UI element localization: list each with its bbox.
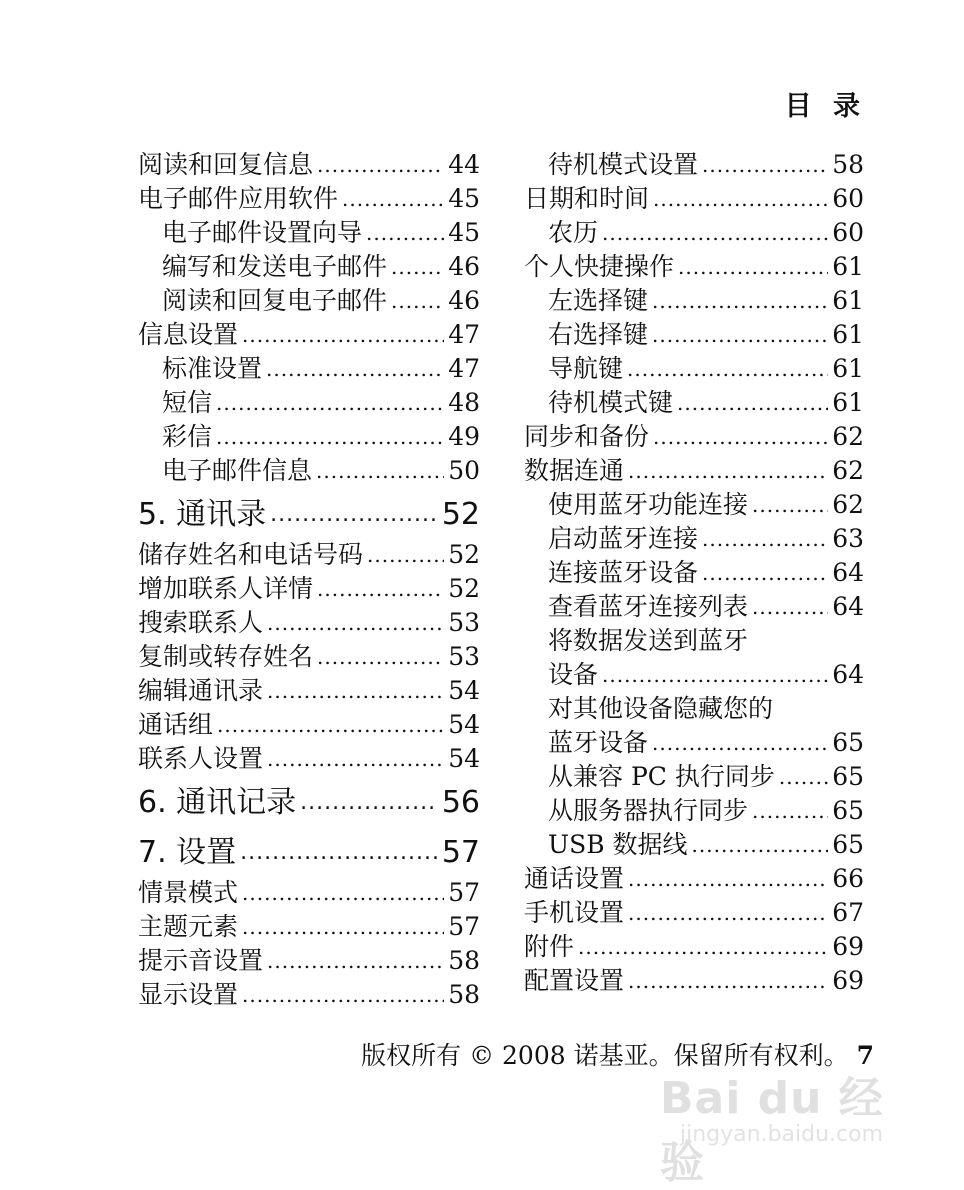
toc-leader-dots (267, 944, 444, 978)
toc-leader-dots (367, 538, 444, 572)
toc-chapter-entry[interactable] (138, 780, 480, 826)
toc-entry-label: 7. 设置 (138, 835, 237, 870)
toc-entry-label: 蓝牙设备 (548, 728, 649, 757)
toc-entry-label: 待机模式设置 (548, 150, 699, 179)
toc-entry[interactable] (138, 538, 480, 572)
toc-entry-label: 信息设置 (138, 320, 239, 349)
toc-entry-page: 54 (448, 676, 480, 705)
toc-entry-page: 44 (448, 150, 480, 179)
toc-leader-dots (317, 572, 444, 606)
toc-entry-page: 57 (448, 878, 480, 907)
toc-entry[interactable] (138, 318, 480, 352)
toc-entry[interactable] (524, 862, 864, 896)
toc-entry-page: 61 (832, 286, 864, 315)
toc-entry-page: 65 (832, 796, 864, 825)
toc-entry-label: 数据连通 (524, 456, 625, 485)
toc-entry-label: 同步和备份 (524, 422, 650, 451)
toc-entry[interactable] (138, 352, 480, 386)
toc-leader-dots (316, 454, 444, 488)
toc-leader-dots (391, 284, 444, 318)
toc-entry-label: 通话组 (138, 710, 214, 739)
toc-entry-page: 47 (448, 320, 480, 349)
toc-leader-dots (653, 420, 828, 454)
toc-entry-page: 58 (448, 980, 480, 1009)
toc-entry[interactable] (524, 930, 864, 964)
watermark-logo: Bai du 经验 (660, 1073, 884, 1188)
toc-entry-page: 62 (832, 422, 864, 451)
toc-entry[interactable] (524, 488, 864, 522)
toc-leader-dots (267, 742, 444, 776)
watermark-url: jingyan.baidu.com (680, 1122, 884, 1147)
toc-entry-page: 57 (448, 912, 480, 941)
toc-leader-dots (752, 590, 828, 624)
toc-entry-page: 65 (832, 830, 864, 859)
page-number: 7 (856, 1041, 874, 1070)
toc-leader-dots (779, 760, 828, 794)
toc-entry[interactable] (138, 606, 480, 640)
toc-entry[interactable] (524, 182, 864, 216)
toc-leader-dots (242, 910, 444, 944)
toc-entry-label: 电子邮件应用软件 (138, 184, 339, 213)
toc-leader-dots (578, 930, 828, 964)
toc-entry[interactable] (524, 216, 864, 250)
toc-entry[interactable] (524, 964, 864, 998)
toc-leader-dots (391, 250, 444, 284)
toc-leader-dots (317, 148, 444, 182)
toc-leader-dots (702, 522, 828, 556)
toc-entry[interactable] (138, 386, 480, 420)
toc-entry[interactable] (524, 896, 864, 930)
toc-entry[interactable] (138, 910, 480, 944)
copyright-text: 版权所有 © 2008 诺基亚。保留所有权利。 (361, 1041, 849, 1070)
toc-entry-label: 提示音设置 (138, 946, 264, 975)
toc-entry-label: 电子邮件设置向导 (162, 218, 363, 247)
toc-entry-label: 配置设置 (524, 966, 625, 995)
toc-entry-page: 67 (832, 898, 864, 927)
toc-entry[interactable] (524, 148, 864, 182)
toc-leader-dots (267, 674, 444, 708)
toc-leader-dots (266, 352, 444, 386)
toc-entry-label: 编辑通讯录 (138, 676, 264, 705)
toc-entry[interactable] (138, 284, 480, 318)
toc-leader-dots (602, 658, 828, 692)
toc-entry-page: 61 (832, 388, 864, 417)
toc-leader-dots (628, 454, 828, 488)
toc-entry-label: 增加联系人详情 (138, 574, 314, 603)
toc-leader-dots (270, 492, 438, 538)
toc-entry[interactable] (524, 658, 864, 692)
toc-leader-dots (652, 726, 828, 760)
toc-entry-page: 53 (448, 608, 480, 637)
toc-entry-page: 46 (448, 252, 480, 281)
toc-leader-dots (692, 828, 829, 862)
toc-leader-dots (678, 250, 828, 284)
toc-entry[interactable] (138, 876, 480, 910)
toc-entry[interactable] (138, 250, 480, 284)
toc-entry[interactable] (524, 454, 864, 488)
toc-entry[interactable] (138, 148, 480, 182)
toc-entry[interactable] (138, 420, 480, 454)
toc-entry-page: 64 (832, 592, 864, 621)
toc-entry-page: 61 (832, 320, 864, 349)
toc-entry-label: 阅读和回复电子邮件 (162, 286, 388, 315)
toc-left-column (138, 148, 480, 1012)
toc-entry-label: 联系人设置 (138, 744, 264, 773)
toc-leader-dots (652, 284, 828, 318)
toc-entry-label: 设备 (548, 660, 599, 689)
toc-entry[interactable] (524, 590, 864, 624)
toc-entry[interactable] (138, 572, 480, 606)
toc-entry-page: 69 (832, 966, 864, 995)
toc-entry[interactable] (524, 522, 864, 556)
toc-entry-label: 启动蓝牙连接 (548, 524, 699, 553)
toc-leader-dots (702, 148, 828, 182)
toc-entry-label: 右选择键 (548, 320, 649, 349)
toc-entry-label: 6. 通讯记录 (138, 785, 297, 820)
toc-entry-label: 电子邮件信息 (162, 456, 313, 485)
toc-entry-label: 彩信 (162, 422, 213, 451)
toc-entry-page: 63 (832, 524, 864, 553)
toc-entry-page: 53 (448, 642, 480, 671)
toc-leader-dots (366, 216, 444, 250)
toc-entry[interactable] (138, 216, 480, 250)
toc-entry-page: 58 (448, 946, 480, 975)
toc-leader-dots (628, 964, 828, 998)
toc-leader-dots (752, 794, 828, 828)
toc-leader-dots (267, 606, 444, 640)
toc-entry-label: 查看蓝牙连接列表 (548, 592, 749, 621)
toc-entry[interactable] (524, 352, 864, 386)
toc-entry-page: 58 (832, 150, 864, 179)
toc-entry[interactable] (524, 284, 864, 318)
toc-entry-page: 65 (832, 728, 864, 757)
toc-entry-page: 54 (448, 710, 480, 739)
toc-entry-page: 69 (832, 932, 864, 961)
toc-entry-page: 64 (832, 558, 864, 587)
toc-entry-label: 个人快捷操作 (524, 252, 675, 281)
toc-entry-label: 使用蓝牙功能连接 (548, 490, 749, 519)
toc-entry-page: 52 (448, 540, 480, 569)
toc-entry-label: 对其他设备隐藏您的 (548, 694, 774, 723)
toc-entry-label: 农历 (548, 218, 599, 247)
toc-leader-dots (242, 978, 444, 1012)
toc-entry[interactable] (138, 640, 480, 674)
toc-entry-page: 50 (448, 456, 480, 485)
toc-entry-page: 57 (441, 835, 480, 870)
toc-entry[interactable] (524, 726, 864, 760)
toc-entry-label: 标准设置 (162, 354, 263, 383)
toc-entry[interactable] (524, 318, 864, 352)
toc-entry-label: 从服务器执行同步 (548, 796, 749, 825)
toc-entry-label: 复制或转存姓名 (138, 642, 314, 671)
toc-leader-dots (702, 556, 828, 590)
toc-entry[interactable] (524, 624, 864, 658)
toc-entry-label: 储存姓名和电话号码 (138, 540, 364, 569)
toc-leader-dots (216, 386, 444, 420)
toc-entry[interactable] (138, 454, 480, 488)
toc-leader-dots (217, 708, 444, 742)
toc-entry-label: 显示设置 (138, 980, 239, 1009)
toc-leader-dots (628, 862, 828, 896)
toc-entry-page: 60 (832, 218, 864, 247)
toc-chapter-entry[interactable] (138, 830, 480, 876)
toc-leader-dots (317, 640, 444, 674)
toc-entry-page: 54 (448, 744, 480, 773)
toc-entry-label: 从兼容 PC 执行同步 (548, 762, 775, 791)
toc-entry-page: 64 (832, 660, 864, 689)
toc-leader-dots (677, 386, 828, 420)
toc-entry[interactable] (138, 978, 480, 1012)
toc-entry[interactable] (138, 182, 480, 216)
toc-entry-page: 45 (448, 218, 480, 247)
toc-entry-page: 45 (448, 184, 480, 213)
toc-entry[interactable] (524, 760, 864, 794)
toc-leader-dots (602, 216, 828, 250)
toc-leader-dots (242, 876, 444, 910)
toc-entry-label: 日期和时间 (524, 184, 650, 213)
toc-leader-dots (342, 182, 444, 216)
toc-entry-label: 附件 (524, 932, 575, 961)
toc-leader-dots (752, 488, 828, 522)
toc-entry-page: 52 (441, 497, 480, 532)
toc-entry-label: 阅读和回复信息 (138, 150, 314, 179)
toc-leader-dots (216, 420, 444, 454)
toc-entry-page: 61 (832, 252, 864, 281)
toc-entry-label: 情景模式 (138, 878, 239, 907)
baidu-watermark (660, 1062, 900, 1188)
toc-entry[interactable] (524, 828, 864, 862)
toc-leader-dots (242, 318, 444, 352)
toc-entry-page: 62 (832, 456, 864, 485)
toc-entry-label: USB 数据线 (548, 830, 688, 859)
toc-entry[interactable] (138, 674, 480, 708)
toc-chapter-entry[interactable] (138, 492, 480, 538)
toc-entry-page: 66 (832, 864, 864, 893)
toc-entry-page: 48 (448, 388, 480, 417)
toc-entry-label: 通话设置 (524, 864, 625, 893)
toc-entry-label: 短信 (162, 388, 213, 417)
toc-entry-label: 手机设置 (524, 898, 625, 927)
page-header-title: 目 录 (784, 91, 866, 122)
toc-entry[interactable] (524, 386, 864, 420)
toc-entry-label: 将数据发送到蓝牙 (548, 626, 749, 655)
toc-entry[interactable] (138, 944, 480, 978)
toc-entry-label: 搜索联系人 (138, 608, 264, 637)
toc-entry-page: 52 (448, 574, 480, 603)
toc-entry[interactable] (524, 692, 864, 726)
toc-entry[interactable] (524, 794, 864, 828)
toc-entry-label: 主题元素 (138, 912, 239, 941)
toc-entry[interactable] (524, 556, 864, 590)
toc-leader-dots (627, 352, 828, 386)
toc-entry-page: 46 (448, 286, 480, 315)
toc-entry-label: 连接蓝牙设备 (548, 558, 699, 587)
toc-entry-label: 导航键 (548, 354, 624, 383)
toc-entry[interactable] (524, 250, 864, 284)
toc-entry-page: 60 (832, 184, 864, 213)
toc-right-column (524, 148, 864, 998)
toc-leader-dots (300, 780, 438, 826)
toc-entry-label: 编写和发送电子邮件 (162, 252, 388, 281)
toc-leader-dots (240, 830, 438, 876)
toc-entry-page: 62 (832, 490, 864, 519)
toc-leader-dots (628, 896, 828, 930)
toc-entry-label: 5. 通讯录 (138, 497, 267, 532)
toc-entry-page: 49 (448, 422, 480, 451)
toc-entry-page: 47 (448, 354, 480, 383)
toc-entry-page: 61 (832, 354, 864, 383)
toc-entry[interactable] (138, 742, 480, 776)
toc-entry-label: 左选择键 (548, 286, 649, 315)
toc-entry-label: 待机模式键 (548, 388, 674, 417)
toc-entry-page: 65 (832, 762, 864, 791)
toc-leader-dots (653, 182, 828, 216)
toc-entry[interactable] (524, 420, 864, 454)
toc-entry[interactable] (138, 708, 480, 742)
toc-entry-page: 56 (441, 785, 480, 820)
toc-leader-dots (652, 318, 828, 352)
